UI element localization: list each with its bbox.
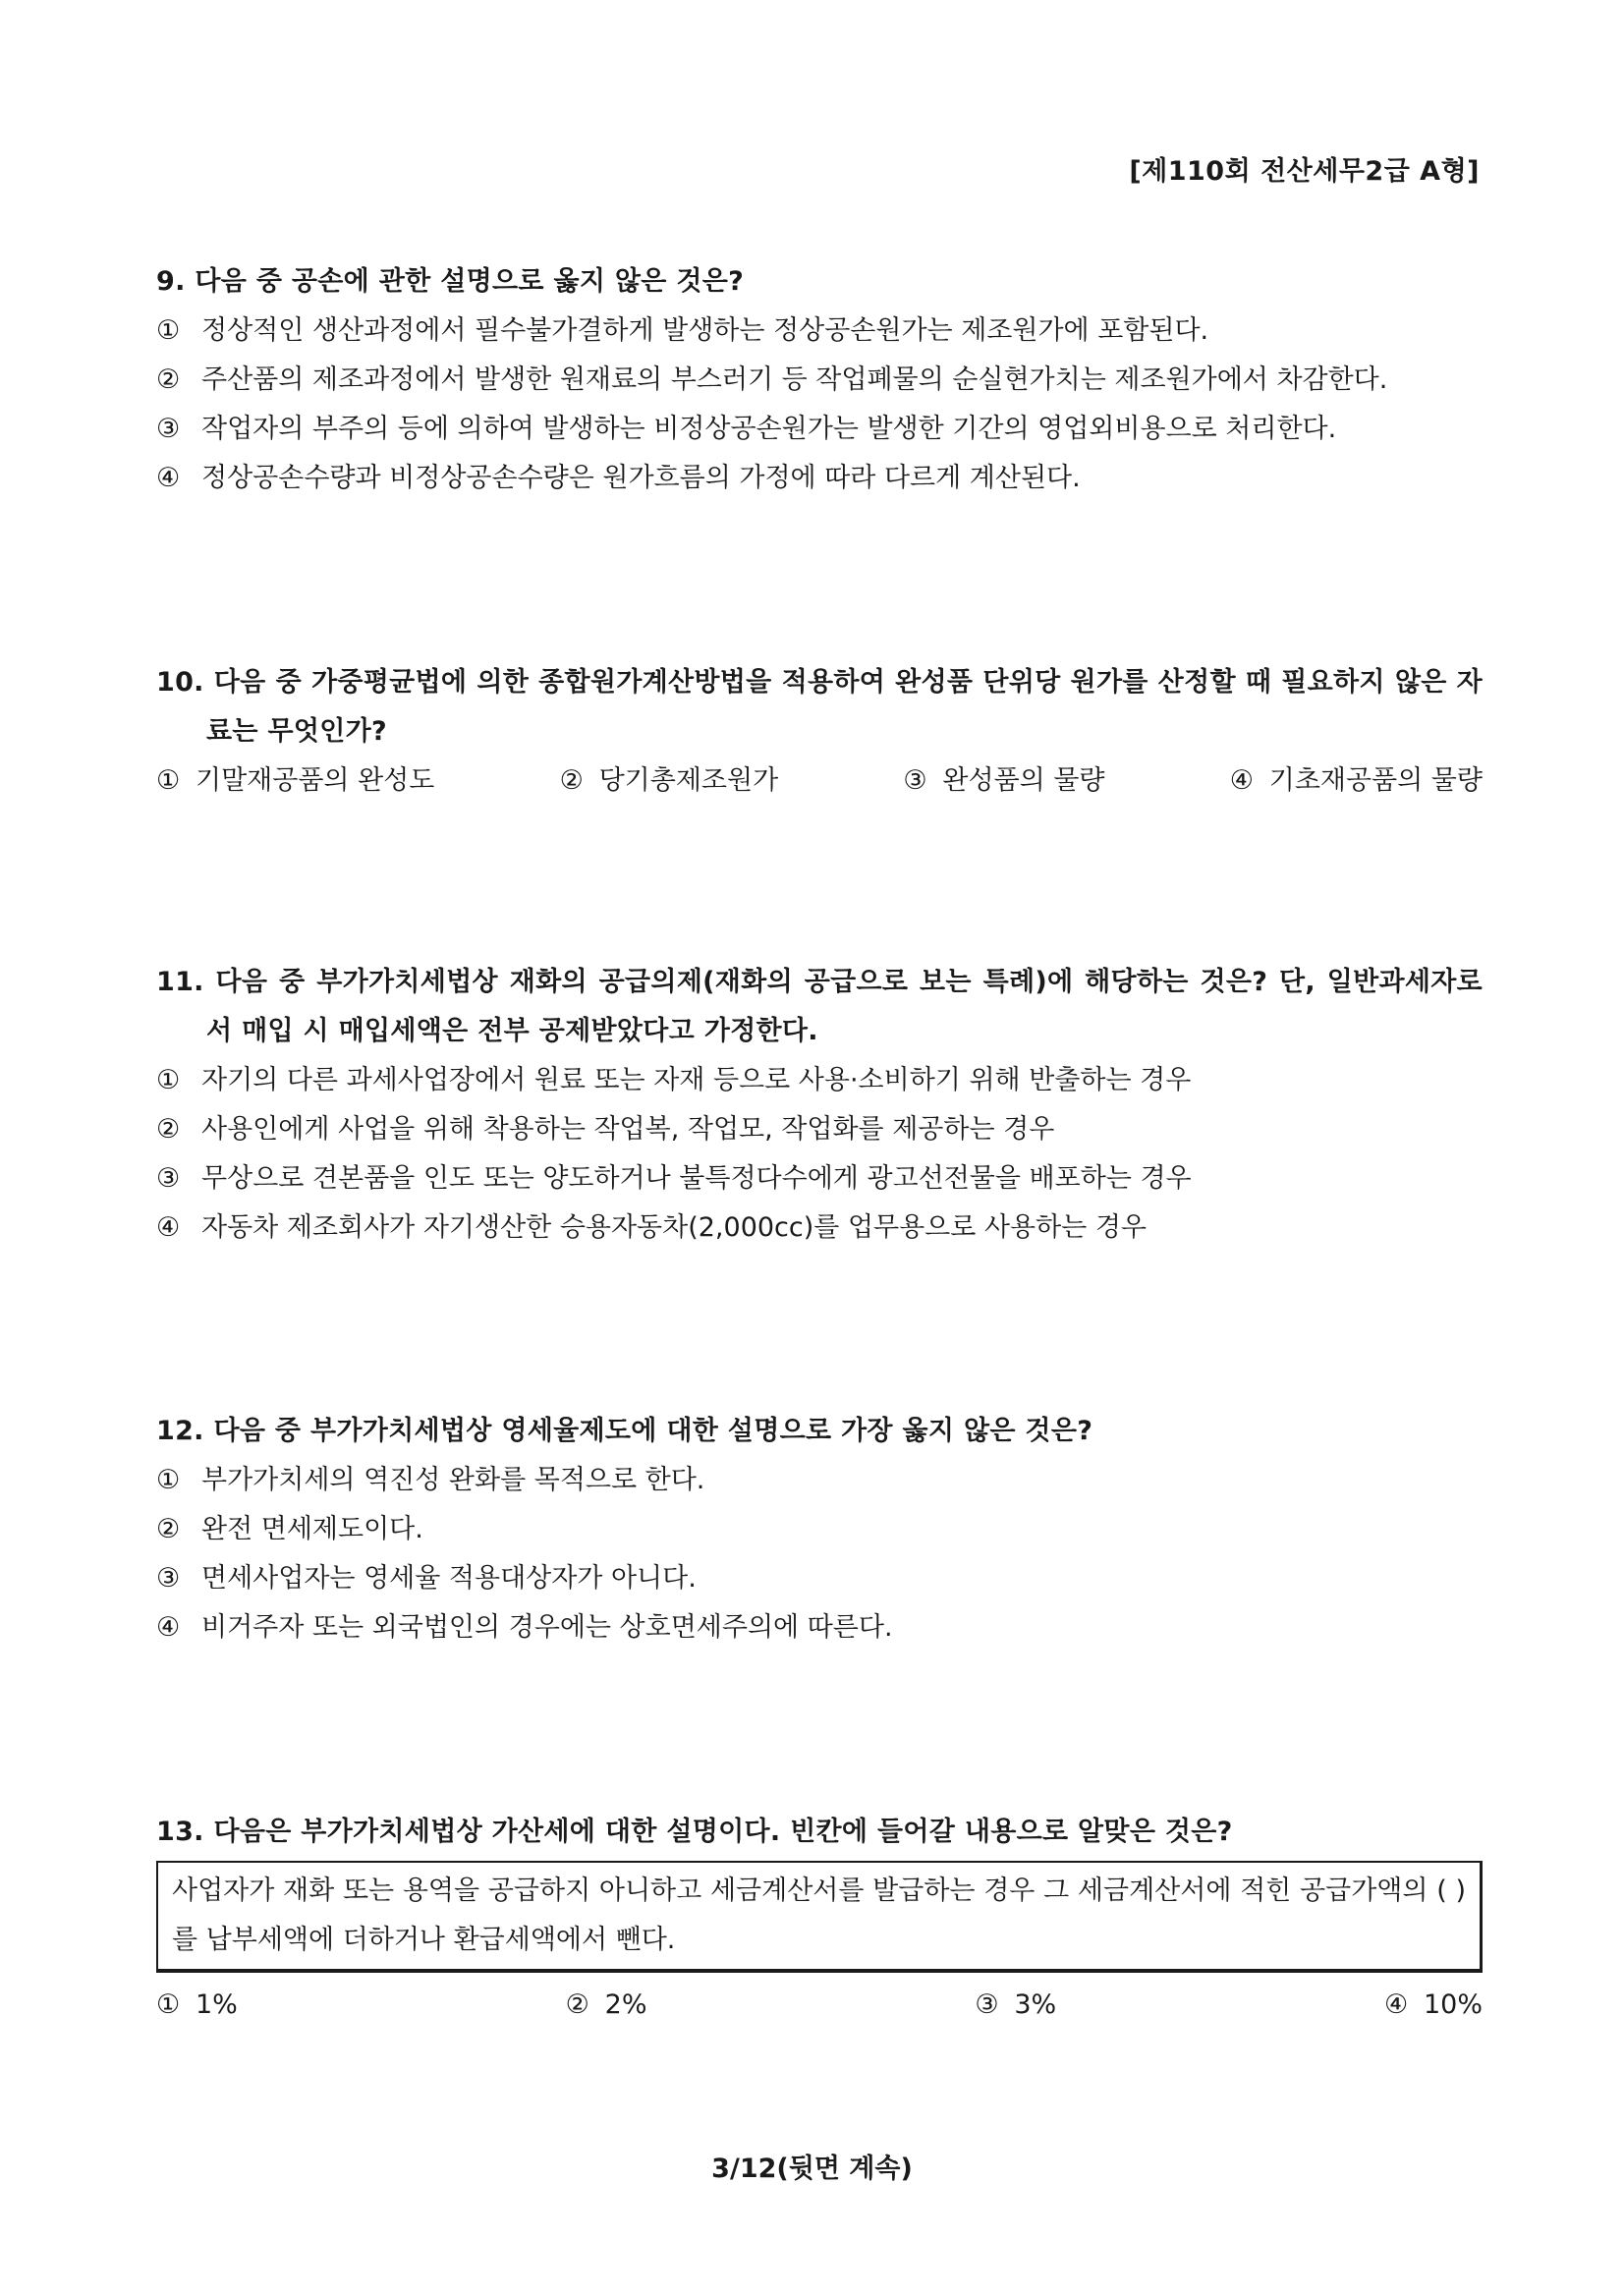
option-mark: ① [156, 1465, 181, 1495]
option-text: 면세사업자는 영세율 적용대상자가 아니다. [201, 1563, 697, 1594]
question-stem: 다음 중 부가가치세법상 영세율제도에 대한 설명으로 가장 옳지 않은 것은? [213, 1416, 1093, 1446]
question-text [156, 658, 1483, 756]
question-9 [156, 257, 1483, 503]
option-1 [156, 1456, 1483, 1505]
question-text [156, 257, 1483, 307]
question-11 [156, 958, 1483, 1253]
question-number: 12. [156, 1416, 204, 1446]
option-mark: ④ [1383, 1989, 1409, 2020]
option-text: 1% [196, 1989, 238, 2020]
question-box: 사업자가 재화 또는 용역을 공급하지 아니하고 세금계산서를 발급하는 경우 그 세금계산서에 적힌 공급가액의 ( )를 납부세액에 더하거나 환급세액에서 뺀다. [156, 1861, 1483, 1973]
option-3 [156, 405, 1483, 454]
question-stem: 다음 중 가중평균법에 의한 종합원가계산방법을 적용하여 완성품 단위당 원가를 산정할 때 필요하지 않은 자료는 무엇인가? [206, 667, 1484, 747]
option-mark: ② [156, 364, 181, 395]
option-mark: ② [559, 765, 584, 796]
option-1 [156, 1056, 1483, 1105]
option-3 [156, 1554, 1483, 1603]
option-text: 정상공손수량과 비정상공손수량은 원가흐름의 가정에 따라 다르게 계산된다. [201, 463, 1081, 493]
option-2 [156, 356, 1483, 405]
option-mark: ③ [975, 1989, 999, 2020]
option-text: 당기총제조원가 [598, 765, 779, 796]
option-mark: ③ [156, 414, 181, 444]
option-mark: ④ [156, 1212, 181, 1243]
option-4 [156, 1603, 1483, 1652]
option-text: 기말재공품의 완성도 [196, 765, 435, 796]
option-text: 기초재공품의 물량 [1268, 765, 1483, 796]
question-text [156, 1407, 1483, 1456]
option-4 [156, 1204, 1483, 1253]
option-3 [903, 756, 1104, 806]
option-4 [1230, 756, 1483, 806]
option-text: 자동차 제조회사가 자기생산한 승용자동차(2,000cc)를 업무용으로 사용하는 경우 [201, 1212, 1148, 1243]
option-text: 2% [604, 1989, 647, 2020]
option-mark: ① [156, 315, 181, 346]
question-number: 9. [156, 266, 186, 297]
option-2 [566, 1981, 647, 2030]
option-1 [156, 756, 434, 806]
option-2 [156, 1105, 1483, 1154]
question-number: 13. [156, 1817, 204, 1847]
option-1 [156, 1981, 238, 2030]
question-text [156, 1808, 1483, 1857]
option-mark: ① [156, 1989, 181, 2020]
question-10 [156, 658, 1483, 806]
question-12 [156, 1407, 1483, 1652]
question-number: 10. [156, 667, 204, 698]
option-mark: ④ [156, 1612, 181, 1643]
option-text: 무상으로 견본품을 인도 또는 양도하거나 불특정다수에게 광고선전물을 배포하는 경우 [201, 1163, 1192, 1194]
option-mark: ④ [156, 463, 181, 493]
option-4 [156, 454, 1483, 503]
option-text: 작업자의 부주의 등에 의하여 발생하는 비정상공손원가는 발생한 기간의 영업외비용으로 처리한다. [201, 414, 1337, 444]
option-text: 주산품의 제조과정에서 발생한 원재료의 부스러기 등 작업폐물의 순실현가치는 제조원가에서 차감한다. [201, 364, 1388, 395]
question-number: 11. [156, 967, 204, 997]
option-text: 사용인에게 사업을 위해 착용하는 작업복, 작업모, 작업화를 제공하는 경우 [201, 1114, 1055, 1145]
option-mark: ② [565, 1989, 589, 2020]
page-number: 3/12(뒷면 계속) [711, 2154, 913, 2184]
option-text: 정상적인 생산과정에서 필수불가결하게 발생하는 정상공손원가는 제조원가에 포함된다. [201, 315, 1209, 346]
question-stem: 다음 중 부가가치세법상 재화의 공급의제(재화의 공급으로 보는 특례)에 해당하는 것은? 단, 일반과세자로서 매입 시 매입세액은 전부 공제받았다고 가정한다. [206, 967, 1484, 1046]
option-2 [560, 756, 779, 806]
option-mark: ③ [156, 1163, 181, 1194]
option-text: 10% [1423, 1989, 1483, 2020]
option-mark: ① [156, 1065, 181, 1095]
option-text: 자기의 다른 과세사업장에서 원료 또는 자재 등으로 사용·소비하기 위해 반출하는 경우 [201, 1065, 1192, 1095]
question-13 [156, 1808, 1483, 2030]
option-text: 3% [1014, 1989, 1057, 2020]
option-4 [1384, 1981, 1483, 2030]
question-stem: 다음은 부가가치세법상 가산세에 대한 설명이다. 빈칸에 들어갈 내용으로 알맞은 것은? [213, 1817, 1233, 1847]
option-mark: ① [156, 765, 181, 796]
option-text: 완성품의 물량 [942, 765, 1105, 796]
option-text: 완전 면세제도이다. [201, 1514, 423, 1544]
option-mark: ④ [1229, 765, 1254, 796]
option-3 [156, 1154, 1483, 1204]
option-text: 부가가치세의 역진성 완화를 목적으로 한다. [201, 1465, 705, 1495]
option-mark: ② [156, 1514, 181, 1544]
options-row [156, 756, 1483, 806]
option-3 [975, 1981, 1056, 2030]
option-mark: ② [156, 1114, 181, 1145]
question-text [156, 958, 1483, 1056]
options-row [156, 1981, 1483, 2030]
option-text: 비거주자 또는 외국법인의 경우에는 상호면세주의에 따른다. [201, 1612, 893, 1643]
option-mark: ③ [156, 1563, 181, 1594]
option-2 [156, 1505, 1483, 1554]
option-1 [156, 307, 1483, 356]
question-stem: 다음 중 공손에 관한 설명으로 옳지 않은 것은? [195, 266, 745, 297]
option-mark: ③ [903, 765, 927, 796]
exam-header-title: [제110회 전산세무2급 A형] [1129, 156, 1480, 187]
